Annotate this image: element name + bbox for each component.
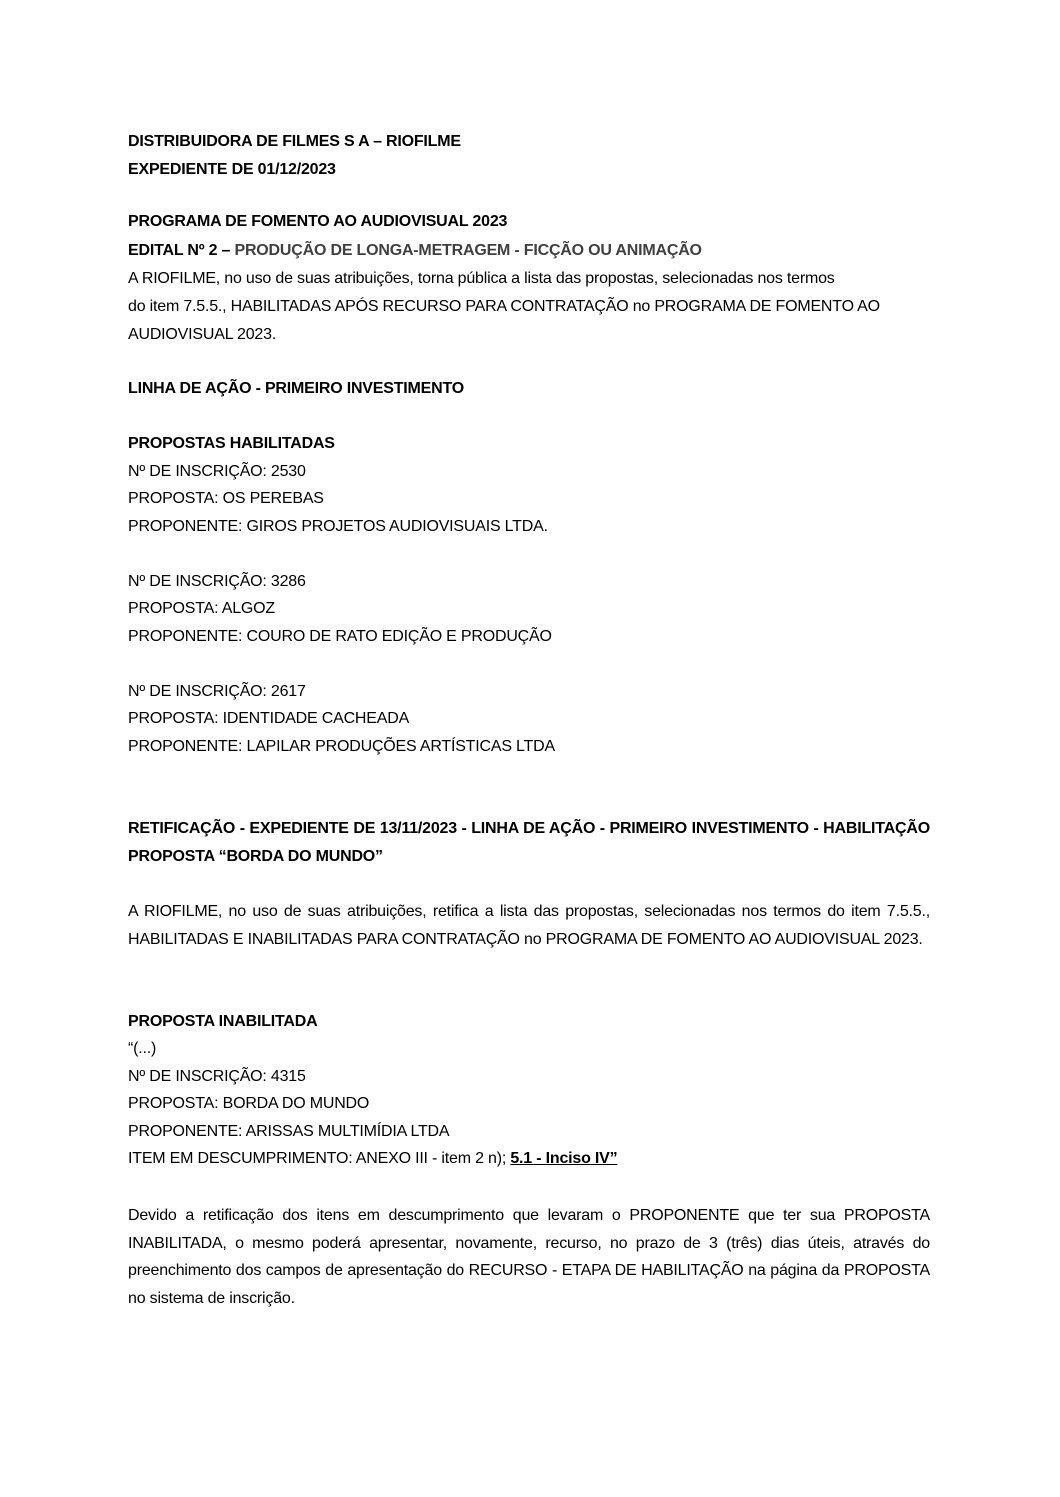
entry-2-inscricao: Nº DE INSCRIÇÃO: 3286 — [128, 573, 306, 590]
entry-1-proponente: PROPONENTE: GIROS PROJETOS AUDIOVISUAIS LTDA. — [128, 518, 548, 535]
program-title: PROGRAMA DE FOMENTO AO AUDIOVISUAL 2023 — [128, 213, 508, 230]
edital-subtitle: PRODUÇÃO DE LONGA-METRAGEM - FICÇÃO OU ANIMAÇÃO — [230, 242, 702, 259]
expediente-date: EXPEDIENTE DE 01/12/2023 — [128, 161, 336, 178]
entry-1-inscricao: Nº DE INSCRIÇÃO: 2530 — [128, 463, 306, 480]
item-descumprimento — [128, 1148, 617, 1170]
item-highlight: 5.1 - Inciso IV” — [510, 1150, 618, 1167]
intro-line-1: A RIOFILME, no uso de suas atribuições, torna pública a lista das propostas, selecionadas nos termos — [128, 270, 835, 287]
entry-3-proponente: PROPONENTE: LAPILAR PRODUÇÕES ARTÍSTICAS LTDA — [128, 738, 555, 755]
inabilitada-inscricao: Nº DE INSCRIÇÃO: 4315 — [128, 1068, 306, 1085]
entry-2-proponente: PROPONENTE: COURO DE RATO EDIÇÃO E PRODUÇÃO — [128, 628, 552, 645]
edital-heading — [128, 240, 702, 262]
closing-paragraph: Devido a retificação dos itens em descumprimento que levaram o PROPONENTE que ter sua PROPOSTA INABILITADA, o mesmo poderá apresentar, novamente, recurso, no prazo de 3 (três) dias úteis, através do preenchimento dos campos de apresentação do RECURSO - ETAPA DE HABILITAÇÃO na página da PROPOSTA no sistema de inscrição. — [128, 1207, 930, 1307]
entry-3-proposta: PROPOSTA: IDENTIDADE CACHEADA — [128, 710, 410, 727]
company-name: DISTRIBUIDORA DE FILMES S A – RIOFILME — [128, 133, 461, 150]
inabilitada-title: PROPOSTA INABILITADA — [128, 1013, 318, 1030]
retificacao-paragraph: A RIOFILME, no uso de suas atribuições, retifica a lista das propostas, selecionadas nos termos do item 7.5.5., HABILITADAS E INABILITADAS PARA CONTRATAÇÃO no PROGRAMA DE FOMENTO AO AUDIOVISUAL 2023. — [128, 903, 930, 948]
edital-prefix: EDITAL Nº 2 – — [128, 242, 231, 259]
retificacao-heading: RETIFICAÇÃO - EXPEDIENTE DE 13/11/2023 - LINHA DE AÇÃO - PRIMEIRO INVESTIMENTO - HABILITAÇÃO PROPOSTA “BORDA DO MUNDO” — [128, 820, 930, 865]
entry-2-proposta: PROPOSTA: ALGOZ — [128, 600, 275, 617]
intro-line-3: AUDIOVISUAL 2023. — [128, 326, 277, 343]
inabilitada-proposta: PROPOSTA: BORDA DO MUNDO — [128, 1095, 370, 1112]
quote-open: “(...) — [128, 1040, 157, 1057]
inabilitada-proponente: PROPONENTE: ARISSAS MULTIMÍDIA LTDA — [128, 1123, 450, 1140]
item-prefix: ITEM EM DESCUMPRIMENTO: ANEXO III - item 2 n); — [128, 1150, 511, 1167]
habilitadas-title: PROPOSTAS HABILITADAS — [128, 435, 335, 452]
linha-acao-heading: LINHA DE AÇÃO - PRIMEIRO INVESTIMENTO — [128, 380, 465, 397]
entry-3-inscricao: Nº DE INSCRIÇÃO: 2617 — [128, 683, 306, 700]
entry-1-proposta: PROPOSTA: OS PEREBAS — [128, 490, 324, 507]
intro-line-2: do item 7.5.5., HABILITADAS APÓS RECURSO PARA CONTRATAÇÃO no PROGRAMA DE FOMENTO AO — [128, 298, 880, 315]
